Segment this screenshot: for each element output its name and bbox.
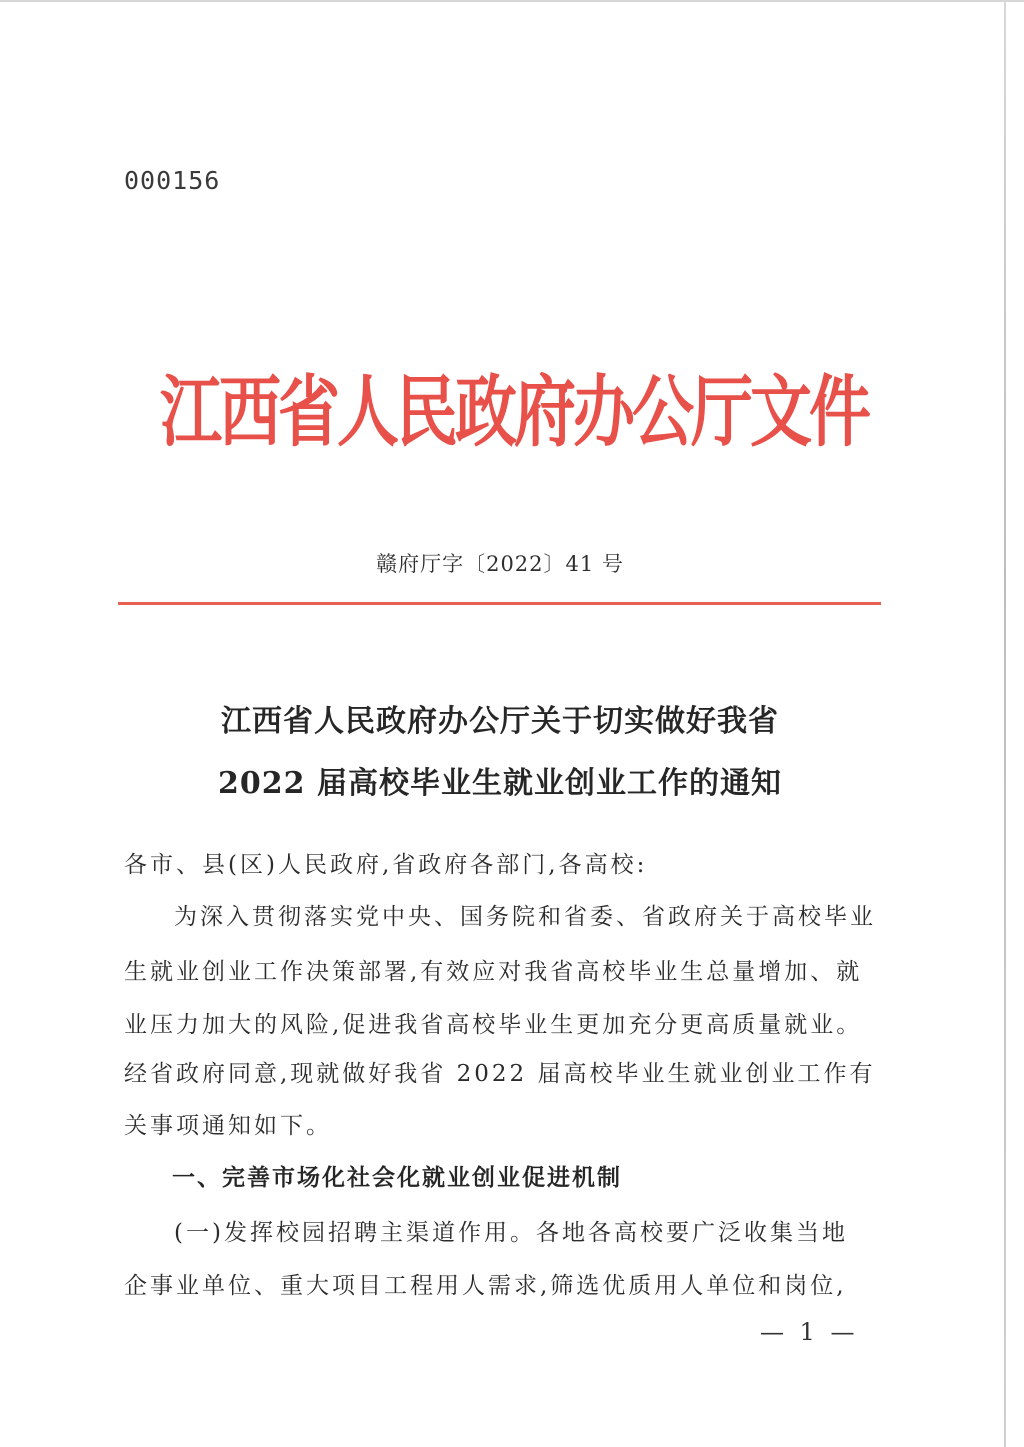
red-masthead: 江西省人民政府办公厅文件	[160, 365, 869, 457]
section-heading: 一、完善市场化社会化就业创业促进机制	[172, 1164, 622, 1191]
paragraph-line: 关事项通知如下。	[124, 1113, 332, 1139]
paragraph-line: 业压力加大的风险,促进我省高校毕业生更加充分更高质量就业。	[124, 1012, 863, 1038]
salutation: 各市、县(区)人民政府,省政府各部门,各高校:	[124, 852, 648, 878]
section-line: (一)发挥校园招聘主渠道作用。各地各高校要广泛收集当地	[174, 1220, 848, 1246]
document-title-line-2: 2022 届高校毕业生就业创业工作的通知	[218, 766, 782, 801]
document-number: 赣府厅字〔2022〕41 号	[376, 552, 624, 576]
scan-edge-right	[1004, 0, 1006, 1447]
red-divider-line	[118, 602, 881, 605]
document-serial-number: 000156	[124, 166, 221, 195]
paragraph-line: 生就业创业工作决策部署,有效应对我省高校毕业生总量增加、就	[124, 959, 863, 985]
section-line: 企事业单位、重大项目工程用人需求,筛选优质用人单位和岗位,	[124, 1273, 847, 1299]
paragraph-line: 为深入贯彻落实党中央、国务院和省委、省政府关于高校毕业	[174, 904, 876, 930]
document-title-line-1: 江西省人民政府办公厅关于切实做好我省	[221, 704, 779, 739]
page-number: — 1 —	[760, 1318, 859, 1346]
scan-edge-top	[0, 0, 1024, 2]
paragraph-line: 经省政府同意,现就做好我省 2022 届高校毕业生就业创业工作有	[124, 1061, 876, 1087]
